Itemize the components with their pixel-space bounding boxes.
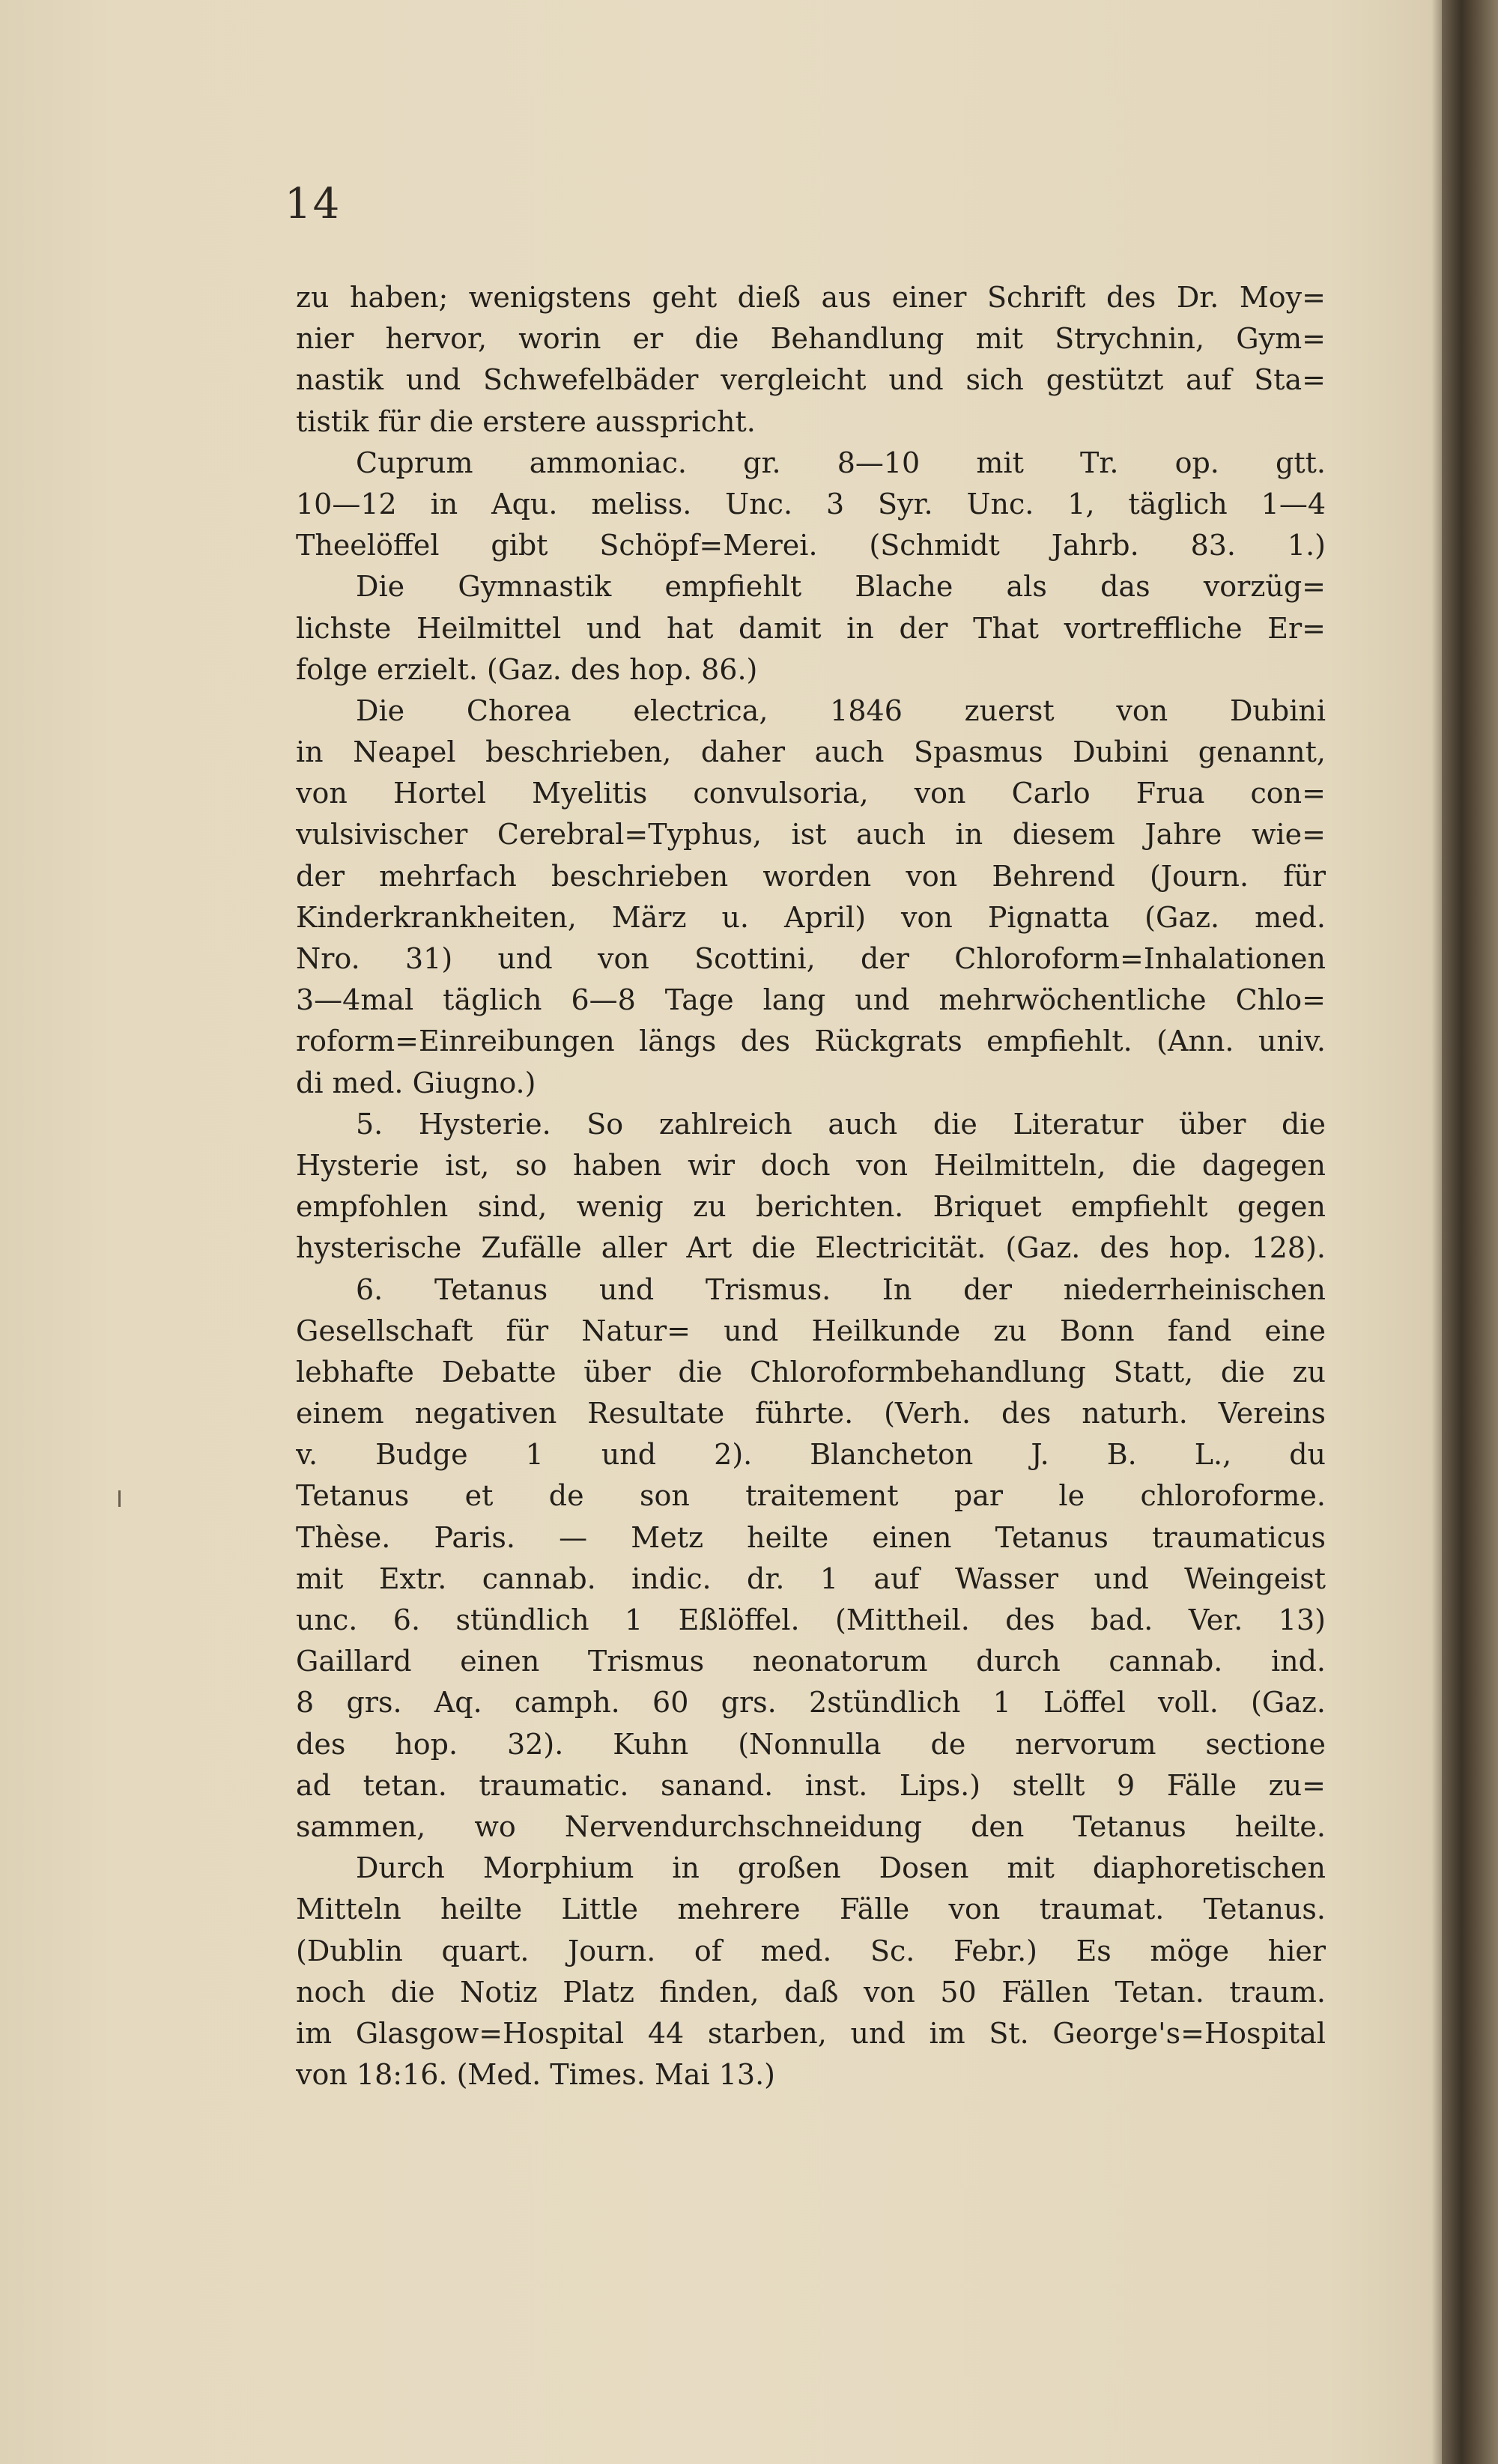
text-line: der mehrfach beschrieben worden von Behrend (Journ. für [296,859,1326,893]
text-line: Theelöffel gibt Schöpf=Merei. (Schmidt Jahrb. 83. 1.) [296,529,1326,562]
text-line: Durch Morphium in großen Dosen mit diaphoretischen [356,1851,1326,1885]
text-line: des hop. 32). Kuhn (Nonnulla de nervorum sectione [296,1727,1326,1761]
text-line: Cuprum ammoniac. gr. 8—10 mit Tr. op. gtt. [356,446,1326,479]
page-number: 14 [285,180,342,228]
text-line: zu haben; wenigstens geht dieß aus einer Schrift des Dr. Moy= [296,281,1326,314]
margin-mark [118,1490,121,1507]
text-line: 5. Hysterie. So zahlreich auch die Literatur über die [356,1107,1326,1141]
text-line: hysterische Zufälle aller Art die Electricität. (Gaz. des hop. 128). [296,1231,1326,1265]
text-line: ad tetan. traumatic. sanand. inst. Lips.) stellt 9 Fälle zu= [296,1768,1326,1802]
text-line: lichste Heilmittel und hat damit in der That vortreffliche Er= [296,611,1326,645]
text-line: tistik für die erstere ausspricht. [296,404,756,438]
body-text [296,277,1326,2096]
text-line: unc. 6. stündlich 1 Eßlöffel. (Mittheil. des bad. Ver. 13) [296,1603,1326,1636]
text-line: im Glasgow=Hospital 44 starben, und im St. George's=Hospital [296,2016,1326,2050]
text-line: in Neapel beschrieben, daher auch Spasmus Dubini genannt, [296,735,1326,769]
text-line: Gesellschaft für Natur= und Heilkunde zu Bonn fand eine [296,1314,1326,1347]
text-line: roform=Einreibungen längs des Rückgrats empfiehlt. (Ann. univ. [296,1025,1326,1058]
text-line: nastik und Schwefelbäder vergleicht und sich gestützt auf Sta= [296,363,1326,397]
book-spine [1442,0,1498,2464]
text-line: lebhafte Debatte über die Chloroformbehandlung Statt, die zu [296,1355,1326,1389]
text-line: Nro. 31) und von Scottini, der Chloroform=Inhalationen [296,942,1326,975]
text-line: di med. Giugno.) [296,1066,536,1099]
text-line: Kinderkrankheiten, März u. April) von Pignatta (Gaz. med. [296,900,1326,934]
text-line: von Hortel Myelitis convulsoria, von Carlo Frua con= [296,777,1326,810]
text-line: noch die Notiz Platz finden, daß von 50 Fällen Tetan. traum. [296,1975,1326,2009]
text-line: von 18:16. (Med. Times. Mai 13.) [296,2058,776,2092]
text-line: 10—12 in Aqu. meliss. Unc. 3 Syr. Unc. 1, täglich 1—4 [296,487,1326,521]
text-line: vulsivischer Cerebral=Typhus, ist auch in diesem Jahre wie= [296,818,1326,852]
text-line: 3—4mal täglich 6—8 Tage lang und mehrwöchentliche Chlo= [296,983,1326,1017]
text-line: Gaillard einen Trismus neonatorum durch cannab. ind. [296,1645,1326,1678]
text-line: Die Gymnastik empfiehlt Blache als das vorzüg= [356,570,1326,604]
page-gutter-shadow [1431,0,1442,2464]
text-line: Mitteln heilte Little mehrere Fälle von traumat. Tetanus. [296,1893,1326,1926]
text-line: Hysterie ist, so haben wir doch von Heilmitteln, die dagegen [296,1148,1326,1182]
text-line: mit Extr. cannab. indic. dr. 1 auf Wasser und Weingeist [296,1562,1326,1595]
text-line: v. Budge 1 und 2). Blancheton J. B. L., du [296,1438,1326,1472]
text-line: Die Chorea electrica, 1846 zuerst von Dubini [356,694,1326,727]
text-line: Thèse. Paris. — Metz heilte einen Tetanus traumaticus [296,1520,1326,1554]
text-line: sammen, wo Nervendurchschneidung den Tetanus heilte. [296,1809,1326,1843]
text-line: empfohlen sind, wenig zu berichten. Briquet empfiehlt gegen [296,1190,1326,1224]
text-line: nier hervor, worin er die Behandlung mit Strychnin, Gym= [296,322,1326,356]
text-line: folge erzielt. (Gaz. des hop. 86.) [296,652,758,686]
text-line: einem negativen Resultate führte. (Verh. des naturh. Vereins [296,1397,1326,1430]
text-line: 6. Tetanus und Trismus. In der niederrheinischen [356,1272,1326,1306]
text-line: (Dublin quart. Journ. of med. Sc. Febr.) Es möge hier [296,1934,1326,1967]
text-line: Tetanus et de son traitement par le chloroforme. [296,1479,1326,1513]
text-line: 8 grs. Aq. camph. 60 grs. 2stündlich 1 Löffel voll. (Gaz. [296,1686,1326,1720]
